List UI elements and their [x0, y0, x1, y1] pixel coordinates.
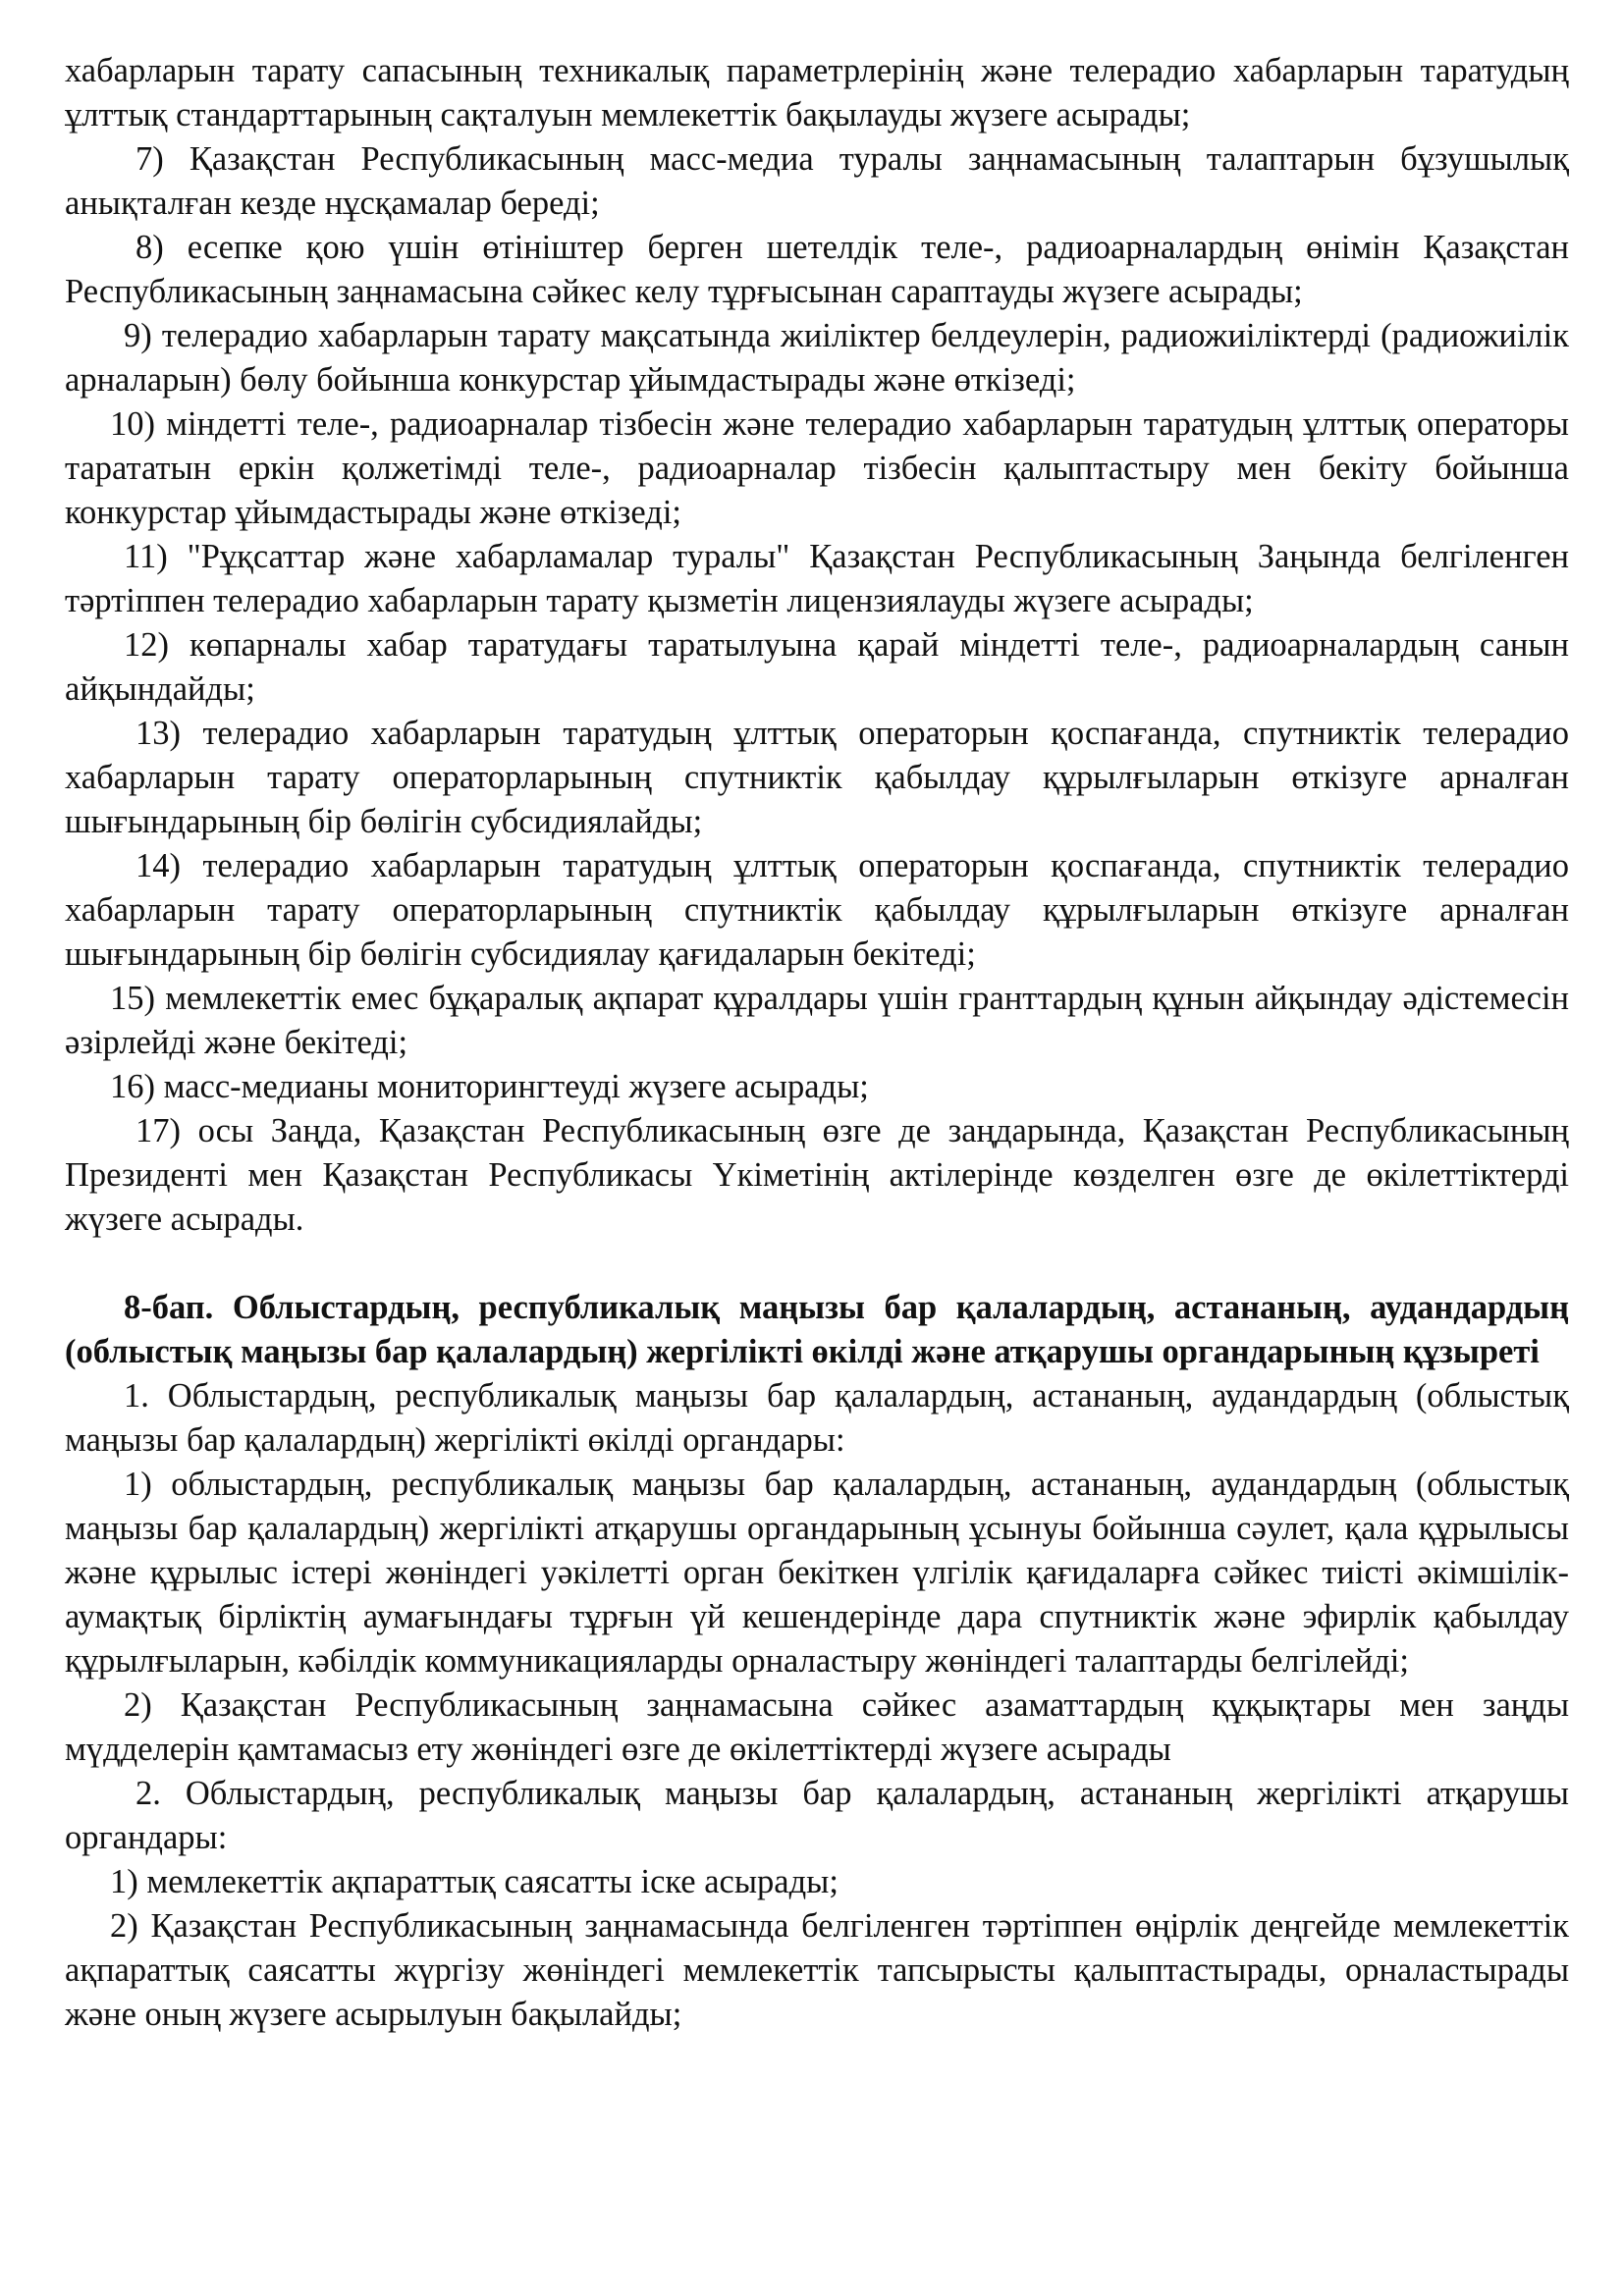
article-8-point-1-sub-1: 1) облыстардың, республикалық маңызы бар қалалардың, астананың, аудандардың (облыстық маңызы бар қалалардың) жергілікті атқарушы органдарының ұсынуы бойынша сәулет, қала құрылысы және құрылыс істері жөніндегі уәкілетті орган бекіткен үлгілік қағидаларға сәйкес тиісті әкімшілік-аумақтық бірліктің аумағындағы тұрғын үй кешендерінде дара спутниктік және эфирлік қабылдау құрылғыларын, кәбілдік коммуникацияларды орналастыру жөніндегі талаптарды белгілейді;: [65, 1466, 1569, 1680]
article-8-point-1: 1. Облыстардың, республикалық маңызы бар қалалардың, астананың, аудандардың (облыстық маңызы бар қалалардың) жергілікті өкілді органдары:: [65, 1377, 1569, 1459]
list-item-16: 16) масс-медианы мониторингтеуді жүзеге асырады;: [110, 1068, 869, 1105]
section-spacer: [65, 1242, 1569, 1286]
article-8-point-1-sub-2: 2) Қазақстан Республикасының заңнамасына сәйкес азаматтардың құқықтары мен заңды мүдделерін қамтамасыз ету жөніндегі өзге де өкілеттіктерді жүзеге асырады: [65, 1686, 1569, 1768]
list-item-7: 7) Қазақстан Республикасының масс-медиа туралы заңнамасының талаптарын бұзушылық анықталған кезде нұсқамалар береді;: [65, 140, 1569, 222]
article-8-point-2: 2. Облыстардың, республикалық маңызы бар қалалардың, астананың жергілікті атқарушы органдары:: [65, 1775, 1569, 1856]
list-item-17: 17) осы Заңда, Қазақстан Республикасының өзге де заңдарында, Қазақстан Республикасының Президенті мен Қазақстан Республикасы Үкіметінің актілерінде көзделген өзге де өкілеттіктерді жүзеге асырады.: [65, 1112, 1569, 1238]
article-8-point-2-sub-1: 1) мемлекеттік ақпараттық саясатты іске асырады;: [110, 1863, 839, 1900]
paragraph-7-continuation: хабарларын тарату сапасының техникалық параметрлерінің және телерадио хабарларын таратудың ұлттық стандарттарының сақталуын мемлекеттік бақылауды жүзеге асырады;: [65, 52, 1569, 133]
document-page: [65, 49, 1569, 2037]
list-item-14: 14) телерадио хабарларын таратудың ұлттық операторын қоспағанда, спутниктік телерадио хабарларын тарату операторларының спутниктік қабылдау құрылғыларын өткізуге арналған шығындарының бір бөлігін субсидиялау қағидаларын бекітеді;: [65, 847, 1569, 973]
list-item-15: 15) мемлекеттік емес бұқаралық ақпарат құралдары үшін гранттардың құнын айқындау әдістемесін әзірлейді және бекітеді;: [65, 980, 1569, 1061]
list-item-9: 9) телерадио хабарларын тарату мақсатында жиіліктер белдеулерін, радиожиіліктерді (радиожиілік арналарын) бөлу бойынша конкурстар ұйымдастырады және өткізеді;: [65, 317, 1569, 399]
article-8-point-2-sub-2: 2) Қазақстан Республикасының заңнамасында белгіленген тәртіппен өңірлік деңгейде мемлекеттік ақпараттық саясатты жүргізу жөніндегі мемлекеттік тапсырысты қалыптастырады, орналастырады және оның жүзеге асырылуын бақылайды;: [65, 1907, 1569, 2033]
article-heading: 8-бап. Облыстардың, республикалық маңызы бар қалалардың, астананың, аудандардың (облыстық маңызы бар қалалардың) жергілікті өкілді және атқарушы органдарының құзыреті: [65, 1289, 1569, 1370]
list-item-10: 10) міндетті теле-, радиоарналар тізбесін және телерадио хабарларын таратудың ұлттық операторы тарататын еркін қолжетімді теле-, радиоарналар тізбесін қалыптастыру мен бекіту бойынша конкурстар ұйымдастырады және өткізеді;: [65, 405, 1569, 531]
list-item-11: 11) "Рұқсаттар және хабарламалар туралы" Қазақстан Республикасының Заңында белгіленген тәртіппен телерадио хабарларын тарату қызметін лицензиялауды жүзеге асырады;: [65, 538, 1569, 619]
list-item-8: 8) есепке қою үшін өтініштер берген шетелдік теле-, радиоарналардың өнімін Қазақстан Республикасының заңнамасына сәйкес келу тұрғысынан сараптауды жүзеге асырады;: [65, 229, 1569, 310]
list-item-13: 13) телерадио хабарларын таратудың ұлттық операторын қоспағанда, спутниктік телерадио хабарларын тарату операторларының спутниктік қабылдау құрылғыларын өткізуге арналған шығындарының бір бөлігін субсидиялайды;: [65, 715, 1569, 840]
list-item-12: 12) көпарналы хабар таратудағы таратылуына қарай міндетті теле-, радиоарналардың санын айқындайды;: [65, 626, 1569, 708]
